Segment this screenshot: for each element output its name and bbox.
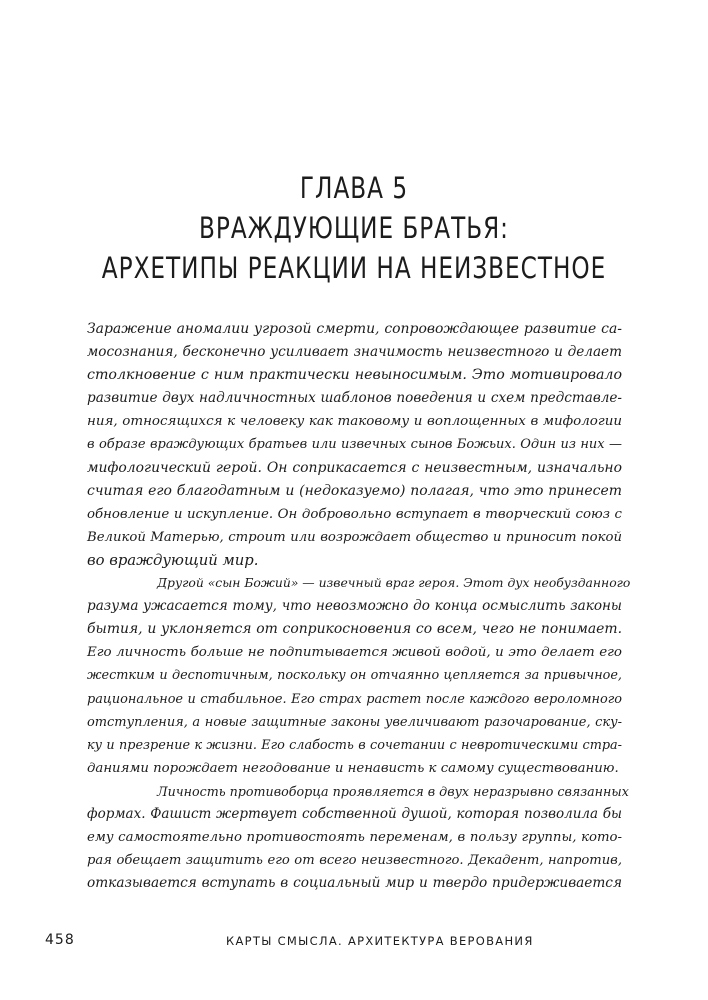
text-line: в образе враждующих братьев или извечных сынов Божьих. Один из них —	[87, 437, 622, 453]
text-line: мосознания, бесконечно усиливает значимость неизвестного и делает	[87, 344, 622, 361]
chapter-title-line-1: ВРАЖДУЮЩИЕ БРАТЬЯ:	[199, 211, 509, 245]
body-text	[87, 318, 631, 895]
chapter-number: ГЛАВА 5	[299, 171, 409, 205]
text-line: Великой Матерью, строит или возрождает общество и приносит покой	[87, 529, 622, 545]
running-title: КАРТЫ СМЫСЛА. АРХИТЕКТУРА ВЕРОВАНИЯ	[226, 934, 534, 948]
text-line: мифологический герой. Он соприкасается с неизвестным, изначально	[87, 459, 622, 476]
text-line: жестким и деспотичным, поскольку он отчаянно цепляется за привычное,	[87, 668, 622, 684]
text-line: во враждующий мир.	[87, 551, 259, 569]
text-line: ния, относящихся к человеку как таковому и воплощенных в мифологии	[87, 414, 622, 430]
text-line: отступления, а новые защитные законы увеличивают разочарование, ску-	[87, 714, 622, 730]
text-line: Заражение аномалии угрозой смерти, сопровождающее развитие са-	[87, 321, 622, 337]
text-line: даниями порождает негодование и ненависть к самому существованию.	[87, 760, 619, 776]
paragraph-start-line: Другой «сын Божий» — извечный враг героя. Этот дух необузданного	[157, 576, 631, 591]
text-line: формах. Фашист жертвует собственной душой, которая позволила бы	[87, 805, 622, 822]
text-line: бытия, и уклоняется от соприкосновения со всем, чего не понимает.	[87, 621, 622, 638]
chapter-title-line-2: АРХЕТИПЫ РЕАКЦИИ НА НЕИЗВЕСТНОЕ	[101, 251, 607, 285]
text-line: разума ужасается тому, что невозможно до конца осмыслить законы	[87, 598, 622, 615]
text-line: развитие двух надличностных шаблонов поведения и схем представле-	[87, 390, 622, 407]
text-line: столкновение с ним практически невыносимым. Это мотивировало	[87, 367, 622, 384]
text-line: отказывается вступать в социальный мир и твердо придерживается	[87, 875, 622, 892]
text-line: считая его благодатным и (недоказуемо) полагая, что это принесет	[87, 482, 622, 499]
text-line: Его личность больше не подпитывается живой водой, и это делает его	[87, 645, 622, 661]
text-line: ку и презрение к жизни. Его слабость в сочетании с невротическими стра-	[87, 737, 622, 753]
text-line: ему самостоятельно противостоять переменам, в пользу группы, кото-	[87, 830, 622, 846]
text-line: рая обещает защитить его от всего неизвестного. Декадент, напротив,	[87, 853, 622, 869]
chapter-heading	[0, 168, 708, 288]
paragraph-start-line: Личность противоборца проявляется в двух неразрывно связанных	[157, 783, 629, 799]
page-number: 458	[45, 932, 75, 948]
text-line: обновление и искупление. Он добровольно вступает в творческий союз с	[87, 506, 622, 522]
text-line: рациональное и стабильное. Его страх растет после каждого вероломного	[87, 691, 622, 707]
